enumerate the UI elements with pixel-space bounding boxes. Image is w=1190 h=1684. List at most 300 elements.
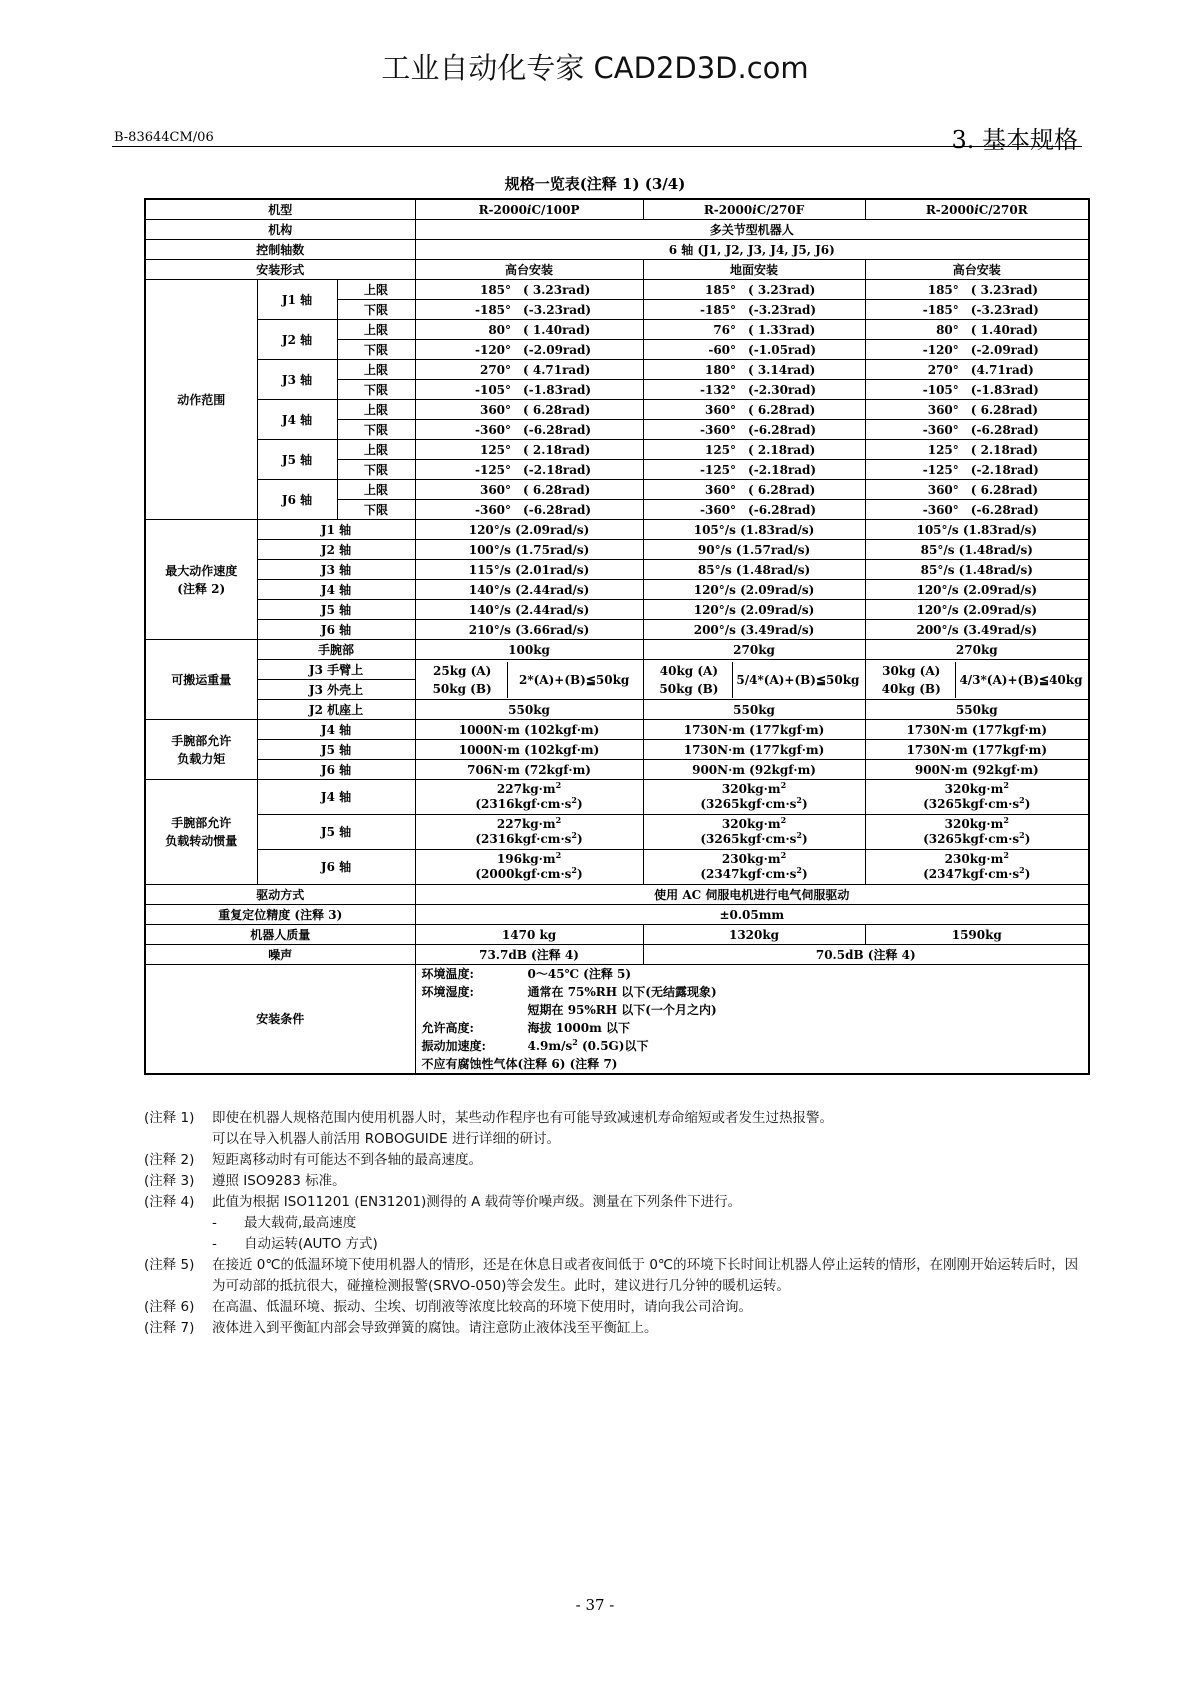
mount-1: 高台安装	[415, 260, 643, 280]
range-rad: (-1.83rad)	[523, 382, 592, 397]
range-deg: 270°	[479, 362, 512, 377]
motion-value	[415, 500, 643, 520]
range-rad: ( 2.18rad)	[970, 442, 1039, 457]
motion-label: 动作范围	[145, 280, 257, 520]
payload-formula-group	[418, 662, 641, 698]
mass-label: 机器人质量	[145, 925, 415, 945]
paren: )	[802, 797, 808, 811]
mount-label: 安装形式	[145, 260, 415, 280]
env-temp-key: 环境温度:	[421, 967, 474, 981]
upper-limit-label: 上限	[337, 320, 415, 340]
inertia-si: 227kg·m	[496, 817, 556, 831]
range-deg: 125°	[927, 442, 959, 457]
range-deg: 185°	[704, 282, 737, 297]
moment-value: 1730N·m (177kgf·m)	[865, 740, 1089, 760]
lower-limit-label: 下限	[337, 420, 415, 440]
note-2: (注释 2) 短距离移动时有可能达不到各轴的最高速度。	[144, 1152, 482, 1168]
superscript: 2	[571, 865, 577, 875]
range-rad: (-2.18rad)	[523, 462, 592, 477]
range-rad: (-2.30rad)	[748, 382, 817, 397]
motion-value	[865, 320, 1089, 340]
moment-axis: J6 轴	[257, 760, 415, 780]
inertia-value	[415, 815, 643, 850]
range-rad: (-6.28rad)	[748, 502, 817, 517]
note-5: (注释 5) 在接近 0℃的低温环境下使用机器人的情形，还是在休息日或者夜间低于 0℃的环境下长时间让机器人停止运转的情形，在刚刚开始运转后时，因为可动部的抵抗很大，碰撞检测报警(SRVO-050)等会发生。此时，建议进行几分钟的暖机运转。	[144, 1257, 1079, 1294]
superscript: 2	[1019, 795, 1025, 805]
header-model-2	[643, 199, 865, 220]
speed-axis: J1 轴	[257, 520, 415, 540]
range-deg: 360°	[927, 402, 959, 417]
speed-value: 85°/s (1.48rad/s)	[643, 560, 865, 580]
moment-axis: J4 轴	[257, 720, 415, 740]
paren: )	[577, 797, 583, 811]
model-italic: i	[526, 202, 532, 217]
payload-b: 50kg (B)	[432, 681, 492, 696]
speed-value: 200°/s (3.49rad/s)	[865, 620, 1089, 640]
superscript: 2	[1003, 815, 1009, 825]
env-hum-value-2: 短期在 95%RH 以下(一个月之内)	[527, 1003, 717, 1017]
range-deg: 125°	[704, 442, 737, 457]
payload-wrist: 270kg	[865, 640, 1089, 660]
range-deg: 360°	[927, 482, 959, 497]
superscript: 2	[796, 830, 802, 840]
range-rad: ( 6.28rad)	[523, 402, 591, 417]
payload-a: 40kg (A)	[659, 663, 719, 678]
model-name: R-2000	[925, 202, 975, 217]
header-rule	[112, 146, 1082, 147]
moment-value: 1730N·m (177kgf·m)	[643, 720, 865, 740]
model-name: R-2000	[478, 202, 527, 217]
moment-value: 1000N·m (102kgf·m)	[415, 740, 643, 760]
range-deg: 185°	[479, 282, 512, 297]
speed-axis: J5 轴	[257, 600, 415, 620]
inertia-value	[865, 815, 1089, 850]
range-deg: -105°	[922, 382, 959, 397]
range-rad: ( 1.40rad)	[970, 322, 1039, 337]
payload-j3-2	[643, 660, 865, 700]
speed-value: 120°/s (2.09rad/s)	[643, 600, 865, 620]
inertia-axis: J4 轴	[257, 780, 415, 815]
env-label: 安装条件	[145, 965, 415, 1075]
motion-value	[643, 460, 865, 480]
repeat-label: 重复定位精度 (注释 3)	[145, 905, 415, 925]
superscript: 2	[1019, 830, 1025, 840]
motion-value	[865, 380, 1089, 400]
env-gas: 不应有腐蚀性气体(注释 6) (注释 7)	[421, 1057, 618, 1071]
payload-j3-3	[865, 660, 1089, 700]
inertia-value	[643, 780, 865, 815]
range-rad: (-1.05rad)	[748, 342, 817, 357]
inertia-si: 320kg·m	[944, 817, 1004, 831]
range-deg: -360°	[922, 422, 959, 437]
upper-limit-label: 上限	[337, 360, 415, 380]
motion-value	[865, 420, 1089, 440]
env-vib-key: 振动加速度:	[421, 1039, 486, 1053]
noise-value-23: 70.5dB (注释 4)	[643, 945, 1089, 965]
payload-j3arm-label: J3 手臂上	[257, 660, 415, 680]
payload-wrist: 100kg	[415, 640, 643, 660]
payload-j2base: 550kg	[865, 700, 1089, 720]
speed-axis: J4 轴	[257, 580, 415, 600]
paren: )	[802, 867, 808, 881]
speed-value: 90°/s (1.57rad/s)	[643, 540, 865, 560]
moment-value: 900N·m (92kgf·m)	[865, 760, 1089, 780]
motion-value	[643, 380, 865, 400]
payload-wrist: 270kg	[643, 640, 865, 660]
drive-label: 驱动方式	[145, 885, 415, 905]
superscript: 2	[796, 795, 802, 805]
inertia-kgf: (3265kgf·cm·s	[700, 832, 797, 846]
speed-label	[145, 520, 257, 640]
inertia-kgf: (2347kgf·cm·s	[700, 867, 797, 881]
doc-code: B-83644CM/06	[114, 130, 214, 145]
superscript: 2	[571, 830, 577, 840]
moment-label-2: 负载力矩	[177, 751, 226, 766]
inertia-label	[145, 780, 257, 885]
env-hum-value-1: 通常在 75%RH 以下(无结露现象)	[527, 985, 717, 999]
superscript: 2	[1003, 780, 1009, 790]
model-name: R-2000	[703, 202, 753, 217]
range-deg: -360°	[700, 502, 737, 517]
range-rad: ( 3.23rad)	[970, 282, 1039, 297]
range-rad: (-6.28rad)	[523, 502, 592, 517]
speed-value: 140°/s (2.44rad/s)	[415, 580, 643, 600]
moment-axis: J5 轴	[257, 740, 415, 760]
speed-axis: J3 轴	[257, 560, 415, 580]
speed-value: 120°/s (2.09rad/s)	[643, 580, 865, 600]
inertia-axis: J5 轴	[257, 815, 415, 850]
range-deg: 270°	[927, 362, 959, 377]
payload-a: 30kg (A)	[882, 663, 941, 678]
range-rad: ( 2.18rad)	[748, 442, 816, 457]
motion-value	[415, 340, 643, 360]
motion-value	[643, 420, 865, 440]
speed-value: 100°/s (1.75rad/s)	[415, 540, 643, 560]
model-italic: i	[752, 202, 757, 217]
env-vib-value-b: (0.5G)以下	[577, 1039, 649, 1053]
range-rad: ( 6.28rad)	[748, 482, 816, 497]
note-3: (注释 3) 遵照 ISO9283 标准。	[144, 1173, 346, 1189]
range-rad: ( 6.28rad)	[748, 402, 816, 417]
payload-j3case-label: J3 外壳上	[257, 680, 415, 700]
model-italic: i	[974, 202, 979, 217]
inertia-kgf: (2316kgf·cm·s	[475, 832, 572, 846]
repeat-value: ±0.05mm	[415, 905, 1089, 925]
speed-label-2: (注释 2)	[177, 581, 226, 596]
speed-value: 105°/s (1.83rad/s)	[643, 520, 865, 540]
motion-value	[643, 440, 865, 460]
inertia-si: 196kg·m	[496, 852, 556, 866]
range-deg: -132°	[700, 382, 737, 397]
note-6: (注释 6) 在高温、低温环境、振动、尘埃、切削液等浓度比较高的环境下使用时，请向我公司洽询。	[144, 1299, 752, 1315]
range-rad: ( 6.28rad)	[970, 482, 1039, 497]
speed-value: 120°/s (2.09rad/s)	[415, 520, 643, 540]
motion-value	[643, 480, 865, 500]
env-alt-key: 允许高度:	[421, 1021, 474, 1035]
inertia-value	[643, 815, 865, 850]
mount-3: 高台安装	[865, 260, 1089, 280]
header-model-3	[865, 199, 1089, 220]
superscript: 2	[796, 865, 802, 875]
env-conditions	[422, 965, 1087, 1073]
range-rad: (-3.23rad)	[970, 302, 1039, 317]
moment-value: 1000N·m (102kgf·m)	[415, 720, 643, 740]
motion-value	[643, 500, 865, 520]
watermark: 工业自动化专家 CAD2D3D.com	[381, 51, 809, 85]
speed-value: 120°/s (2.09rad/s)	[865, 600, 1089, 620]
section-title: 3. 基本规格	[951, 126, 1078, 154]
motion-axis-j5: J5 轴	[257, 440, 337, 480]
note-4: (注释 4) 此值为根据 ISO11201 (EN31201)测得的 A 载荷等价噪声级。测量在下列条件下进行。	[144, 1194, 742, 1210]
mount-2: 地面安装	[643, 260, 865, 280]
inertia-si: 227kg·m	[496, 782, 556, 796]
range-rad: (-3.23rad)	[748, 302, 817, 317]
payload-formula: 4/3*(A)+(B)≦40kg	[959, 672, 1083, 687]
range-rad: (-2.09rad)	[523, 342, 592, 357]
range-rad: (-2.18rad)	[970, 462, 1039, 477]
paren: )	[577, 867, 583, 881]
lower-limit-label: 下限	[337, 340, 415, 360]
moment-label	[145, 720, 257, 780]
model-suffix: C/100P	[531, 202, 580, 217]
speed-value: 140°/s (2.44rad/s)	[415, 600, 643, 620]
superscript: 2	[572, 1037, 578, 1047]
mass-value: 1320kg	[643, 925, 865, 945]
motion-value	[643, 300, 865, 320]
payload-label: 可搬运重量	[145, 640, 257, 720]
range-deg: -360°	[922, 502, 959, 517]
motion-value	[643, 320, 865, 340]
range-deg: -125°	[475, 462, 512, 477]
superscript: 2	[555, 815, 562, 825]
range-deg: 125°	[479, 442, 512, 457]
range-deg: -360°	[475, 502, 512, 517]
moment-value: 1730N·m (177kgf·m)	[865, 720, 1089, 740]
upper-limit-label: 上限	[337, 480, 415, 500]
speed-value: 85°/s (1.48rad/s)	[865, 560, 1089, 580]
motion-value	[865, 500, 1089, 520]
payload-formula: 2*(A)+(B)≦50kg	[518, 672, 630, 687]
motion-value	[415, 480, 643, 500]
speed-value: 85°/s (1.48rad/s)	[865, 540, 1089, 560]
env-value	[415, 965, 1089, 1075]
motion-value	[643, 280, 865, 300]
range-deg: 360°	[479, 402, 512, 417]
note-4-bullet-2: - 自动运转(AUTO 方式)	[212, 1236, 378, 1252]
payload-j2base: 550kg	[415, 700, 643, 720]
payload-j2base-label: J2 机座上	[257, 700, 415, 720]
superscript: 2	[1019, 865, 1025, 875]
range-deg: -360°	[475, 422, 512, 437]
superscript: 2	[780, 815, 787, 825]
payload-j2base: 550kg	[643, 700, 865, 720]
payload-formula-group	[646, 662, 863, 698]
inertia-kgf: (3265kgf·cm·s	[923, 832, 1020, 846]
lower-limit-label: 下限	[337, 460, 415, 480]
range-rad: (-2.18rad)	[748, 462, 817, 477]
page-number: - 37 -	[575, 1596, 615, 1614]
inertia-value	[865, 780, 1089, 815]
motion-value	[415, 360, 643, 380]
range-rad: ( 4.71rad)	[523, 362, 591, 377]
motion-value	[415, 440, 643, 460]
moment-label-1: 手腕部允许	[171, 733, 232, 748]
motion-value	[865, 300, 1089, 320]
table-title: 规格一览表(注释 1) (3/4)	[504, 175, 686, 193]
moment-value: 900N·m (92kgf·m)	[643, 760, 865, 780]
motion-axis-j2: J2 轴	[257, 320, 337, 360]
range-rad: ( 6.28rad)	[523, 482, 591, 497]
model-suffix: C/270R	[978, 202, 1028, 217]
range-deg: -105°	[475, 382, 512, 397]
range-deg: 360°	[479, 482, 512, 497]
superscript: 2	[780, 850, 787, 860]
inertia-kgf: (2000kgf·cm·s	[475, 867, 572, 881]
upper-limit-label: 上限	[337, 440, 415, 460]
range-rad: ( 3.23rad)	[523, 282, 591, 297]
motion-value	[865, 280, 1089, 300]
lower-limit-label: 下限	[337, 500, 415, 520]
mass-value: 1590kg	[865, 925, 1089, 945]
range-deg: 180°	[704, 362, 737, 377]
inertia-value	[415, 850, 643, 885]
motion-value	[415, 300, 643, 320]
motion-value	[415, 380, 643, 400]
range-deg: 80°	[936, 322, 959, 337]
motion-axis-j6: J6 轴	[257, 480, 337, 520]
header-model: 机型	[145, 199, 415, 220]
note-4-bullet-1: - 最大载荷,最高速度	[212, 1215, 357, 1231]
paren: )	[577, 832, 583, 846]
range-deg: -125°	[700, 462, 737, 477]
range-deg: -360°	[700, 422, 737, 437]
mechanism-label: 机构	[145, 220, 415, 240]
superscript: 2	[555, 850, 562, 860]
motion-axis-j1: J1 轴	[257, 280, 337, 320]
motion-value	[865, 400, 1089, 420]
inertia-value	[865, 850, 1089, 885]
inertia-axis: J6 轴	[257, 850, 415, 885]
inertia-kgf: (2316kgf·cm·s	[475, 797, 572, 811]
motion-axis-j3: J3 轴	[257, 360, 337, 400]
upper-limit-label: 上限	[337, 400, 415, 420]
range-deg: -125°	[922, 462, 959, 477]
motion-value	[643, 340, 865, 360]
model-suffix: C/270F	[756, 202, 805, 217]
range-rad: (-3.23rad)	[523, 302, 592, 317]
lower-limit-label: 下限	[337, 300, 415, 320]
motion-value	[415, 320, 643, 340]
inertia-label-1: 手腕部允许	[171, 816, 232, 830]
superscript: 2	[555, 780, 562, 790]
payload-j3-1	[415, 660, 643, 700]
superscript: 2	[571, 795, 577, 805]
axes-value: 6 轴 (J1, J2, J3, J4, J5, J6)	[415, 240, 1089, 260]
range-rad: ( 3.14rad)	[748, 362, 816, 377]
inertia-kgf: (3265kgf·cm·s	[923, 797, 1020, 811]
range-deg: 360°	[704, 482, 737, 497]
notes	[144, 1108, 1084, 1339]
range-rad: ( 6.28rad)	[970, 402, 1039, 417]
speed-value: 105°/s (1.83rad/s)	[865, 520, 1089, 540]
speed-axis: J2 轴	[257, 540, 415, 560]
note-7: (注释 7) 液体进入到平衡缸内部会导致弹簧的腐蚀。请注意防止液体浅至平衡缸上。	[144, 1320, 658, 1336]
superscript: 2	[1003, 850, 1009, 860]
motion-value	[643, 400, 865, 420]
range-rad: ( 1.33rad)	[748, 322, 816, 337]
range-deg: 76°	[713, 322, 737, 337]
range-rad: (-1.83rad)	[970, 382, 1039, 397]
payload-a: 25kg (A)	[433, 663, 492, 678]
range-rad: ( 3.23rad)	[748, 282, 816, 297]
paren: )	[802, 832, 808, 846]
range-deg: -185°	[922, 302, 959, 317]
range-rad: (-6.28rad)	[523, 422, 592, 437]
motion-value	[865, 360, 1089, 380]
inertia-si: 320kg·m	[944, 782, 1004, 796]
lower-limit-label: 下限	[337, 380, 415, 400]
speed-label-1: 最大动作速度	[165, 563, 238, 578]
header-model-1	[415, 199, 643, 220]
env-hum-key: 环境湿度:	[421, 985, 474, 999]
inertia-si: 320kg·m	[721, 817, 781, 831]
range-deg: 80°	[488, 322, 512, 337]
motion-value	[865, 340, 1089, 360]
note-1-cont: 可以在导入机器人前活用 ROBOGUIDE 进行详细的研讨。	[212, 1131, 560, 1147]
range-deg: 185°	[927, 282, 959, 297]
range-rad: ( 2.18rad)	[523, 442, 591, 457]
speed-axis: J6 轴	[257, 620, 415, 640]
inertia-kgf: (2347kgf·cm·s	[923, 867, 1020, 881]
inertia-value	[643, 850, 865, 885]
motion-value	[865, 440, 1089, 460]
moment-value: 706N·m (72kgf·m)	[415, 760, 643, 780]
range-deg: -185°	[700, 302, 737, 317]
speed-value: 210°/s (3.66rad/s)	[415, 620, 643, 640]
motion-value	[415, 420, 643, 440]
moment-value: 1730N·m (177kgf·m)	[643, 740, 865, 760]
range-deg: 360°	[704, 402, 737, 417]
paren: )	[1024, 832, 1031, 846]
payload-b: 40kg (B)	[881, 681, 941, 696]
payload-formula-group	[868, 662, 1087, 698]
note-1: (注释 1) 即使在机器人规格范围内使用机器人时，某些动作程序也有可能导致减速机寿命缩短或者发生过热报警。	[144, 1110, 833, 1126]
inertia-kgf: (3265kgf·cm·s	[700, 797, 797, 811]
range-rad: (-6.28rad)	[748, 422, 817, 437]
drive-value: 使用 AC 伺服电机进行电气伺服驱动	[415, 885, 1089, 905]
env-vib-value: 4.9m/s	[527, 1039, 573, 1053]
range-deg: -120°	[922, 342, 959, 357]
range-rad: (4.71rad)	[970, 362, 1034, 377]
mechanism-value: 多关节型机器人	[415, 220, 1089, 240]
inertia-si: 230kg·m	[944, 852, 1004, 866]
motion-value	[643, 360, 865, 380]
speed-value: 115°/s (2.01rad/s)	[415, 560, 643, 580]
noise-value-1: 73.7dB (注释 4)	[415, 945, 643, 965]
motion-value	[415, 400, 643, 420]
motion-value	[415, 460, 643, 480]
superscript: 2	[780, 780, 787, 790]
range-rad: (-2.09rad)	[970, 342, 1039, 357]
payload-b: 50kg (B)	[659, 681, 719, 696]
inertia-si: 230kg·m	[721, 852, 781, 866]
range-rad: ( 1.40rad)	[523, 322, 591, 337]
spec-table	[144, 198, 1090, 1075]
motion-value	[415, 280, 643, 300]
upper-limit-label: 上限	[337, 280, 415, 300]
inertia-value	[415, 780, 643, 815]
inertia-label-2: 负载转动惯量	[165, 834, 238, 848]
